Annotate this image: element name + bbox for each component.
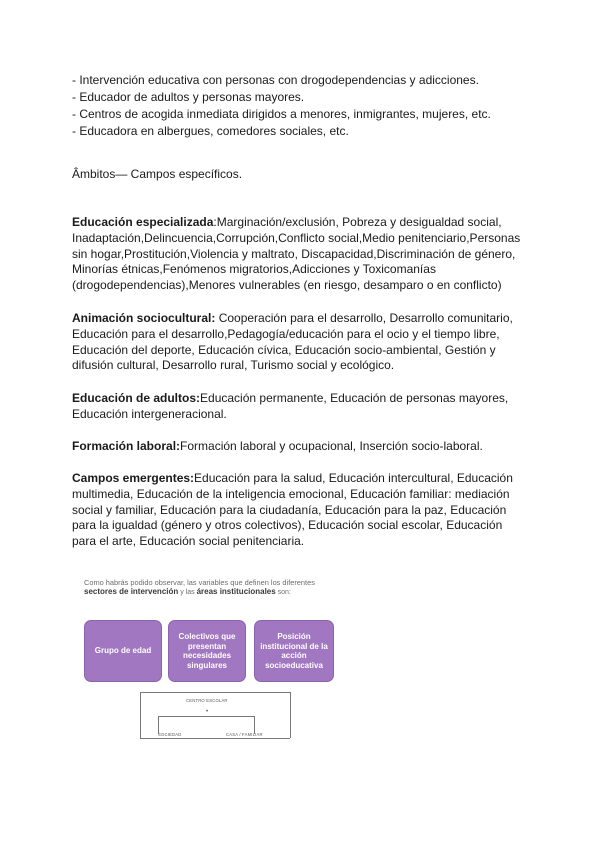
- section-text: Educación para la salud, Educación intercultural, Educación multimedia, Educación de la inteligencia emocional, Educación familiar: mediación social y familiar, Educación para la ciudadanía, Educación para la paz, Educación para la igualdad (género y otros colectivos), Educación social escolar, Educación para el arte, Educación social penitenciaria.: [72, 471, 513, 549]
- section-text: Cooperación para el desarrollo, Desarrollo comunitario, Educación para el desarrollo,Pedagogía/educación para el ocio y el tiempo libre, Educación del deporte, Educación cívica, Educación socio-ambiental, Gestión y difusión cultural, Desarrollo rural, Turismo social y ecológico.: [72, 311, 513, 373]
- caption-line-1: Como habrás podido observar, las variables que definen los diferentes: [84, 578, 315, 587]
- caption-thin-2: son:: [275, 589, 291, 596]
- section-formacion-laboral: [72, 439, 527, 455]
- box-colectivos: Colectivos que presentan necesidades singulares: [168, 620, 246, 682]
- bullet-list: [72, 72, 542, 140]
- caption-thin-1: y las: [178, 589, 197, 596]
- diagram-arrow-icon: ▾: [206, 708, 209, 713]
- section-text: Educación permanente, Educación de personas mayores, Educación intergeneracional.: [72, 391, 509, 421]
- diagram-label-left: SOCIEDAD: [158, 732, 182, 737]
- section-text: Formación laboral y ocupacional, Inserción socio-laboral.: [180, 439, 483, 453]
- section-title: Educación de adultos:: [72, 391, 201, 405]
- diagram-middle-line: [158, 716, 254, 717]
- section-campos-emergentes: [72, 471, 527, 550]
- section-title: Educación especializada: [72, 215, 214, 229]
- relationship-diagram: [128, 688, 338, 742]
- figure-caption: [84, 578, 315, 597]
- list-item: - Centros de acogida inmediata dirigidos a menores, inmigrantes, mujeres, etc.: [72, 107, 491, 121]
- diagram-right-vertical: [290, 692, 291, 738]
- section-educacion-adultos: [72, 391, 527, 423]
- embedded-figure: [84, 578, 354, 740]
- section-title: Formación laboral:: [72, 439, 181, 453]
- list-item: - Educador de adultos y personas mayores.: [72, 90, 305, 104]
- ambitos-heading: Âmbitos— Campos específicos.: [72, 167, 243, 181]
- section-title: Animación sociocultural:: [72, 311, 216, 325]
- caption-line-2: [84, 587, 315, 597]
- box-posicion-institucional: Posición institucional de la acción socioeducativa: [254, 620, 334, 682]
- caption-bold-1: sectores de intervención: [84, 587, 179, 596]
- diagram-left-vertical: [140, 692, 141, 738]
- section-educacion-especializada: [72, 215, 527, 294]
- diagram-top-line: [140, 692, 290, 693]
- box-grupo-de-edad: Grupo de edad: [84, 620, 162, 682]
- list-item: - Educadora en albergues, comedores sociales, etc.: [72, 124, 349, 138]
- caption-bold-2: áreas institucionales: [196, 587, 276, 596]
- section-animacion-sociocultural: [72, 311, 527, 374]
- section-text: :Marginación/exclusión, Pobreza y desigualdad social, Inadaptación,Delincuencia,Corrupción,Conflicto social,Medio penitenciario,Personas sin hogar,Prostitución,Violencia y maltrato, Discapacidad,Discriminación de género, Minorías étnicas,Fenómenos migratorios,Adicciones y Toxicomanías (drogodependencias),Menores vulnerables (en riesgo, desamparo o en conflicto): [72, 215, 521, 293]
- diagram-label-right: CASA / FAMILIAR: [226, 732, 263, 737]
- section-title: Campos emergentes:: [72, 471, 195, 485]
- diagram-bottom-line: [140, 738, 290, 739]
- list-item: - Intervención educativa con personas con drogodependencias y adicciones.: [72, 73, 479, 87]
- diagram-label-top: CENTRO ESCOLAR: [186, 698, 228, 703]
